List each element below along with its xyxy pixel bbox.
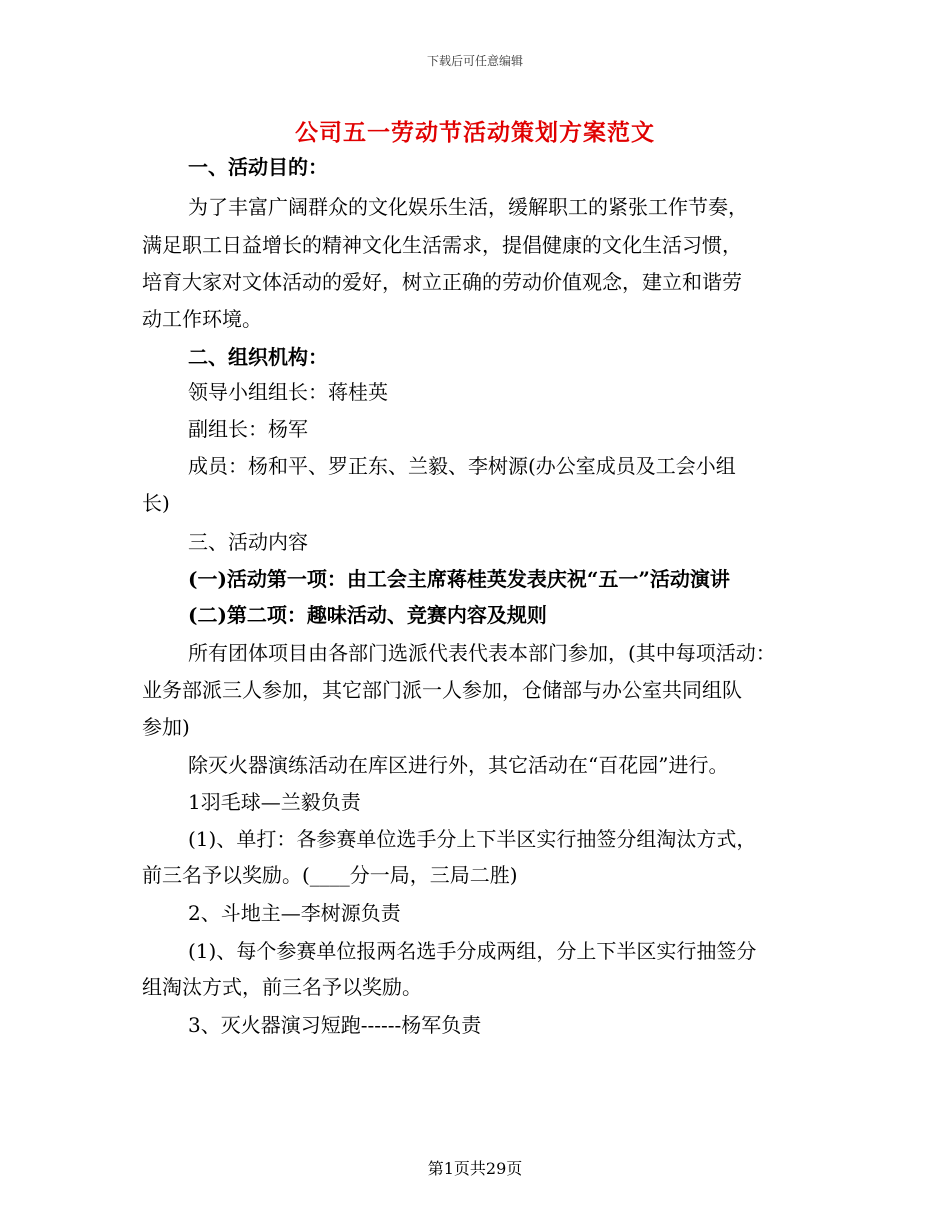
- section1-line: 培育大家对文体活动的爱好，树立正确的劳动价值观念，建立和谐劳: [142, 270, 742, 294]
- game1-line: (1)、单打：各参赛单位选手分上下半区实行抽签分组淘汰方式，: [188, 827, 757, 851]
- section1-line: 满足职工日益增长的精神文化生活需求，提倡健康的文化生活习惯，: [142, 233, 742, 257]
- activity-item-1: (一)活动第一项：由工会主席蒋桂英发表庆祝“五一”活动演讲: [188, 567, 730, 591]
- members-line: 长): [142, 491, 170, 515]
- game1-title: 1羽毛球—兰毅负责: [188, 790, 361, 814]
- document-title: 公司五一劳动节活动策划方案范文: [295, 119, 655, 146]
- rules-paragraph-line: 所有团体项目由各部门选派代表代表本部门参加，(其中每项活动：: [188, 641, 776, 665]
- deputy-line: 副组长：杨军: [188, 417, 308, 441]
- section1-line: 为了丰富广阔群众的文化娱乐生活，缓解职工的紧张工作节奏，: [188, 195, 748, 219]
- activity-item-2: (二)第二项：趣味活动、竞赛内容及规则: [188, 603, 547, 627]
- game3-title: 3、灭火器演习短跑------杨军负责: [188, 1013, 482, 1037]
- game2-title: 2、斗地主—李树源负责: [188, 901, 401, 925]
- section1-line: 动工作环境。: [142, 307, 262, 331]
- location-line: 除灭火器演练活动在库区进行外，其它活动在“百花园”进行。: [188, 753, 729, 777]
- page-footer: 第1页共29页: [427, 1159, 523, 1178]
- game2-line: 组淘汰方式，前三名予以奖励。: [142, 975, 422, 999]
- game2-line: (1)、每个参赛单位报两名选手分成两组，分上下半区实行抽签分: [188, 939, 757, 963]
- members-line: 成员：杨和平、罗正东、兰毅、李树源(办公室成员及工会小组: [188, 454, 736, 478]
- rules-paragraph-line: 参加): [142, 715, 190, 739]
- leader-line: 领导小组组长：蒋桂英: [188, 380, 388, 404]
- section3-heading: 三、活动内容: [188, 530, 308, 554]
- game1-line: 前三名予以奖励。(____分一局，三局二胜): [142, 863, 518, 887]
- section1-heading: 一、活动目的：: [188, 155, 328, 179]
- rules-paragraph-line: 业务部派三人参加，其它部门派一人参加，仓储部与办公室共同组队: [142, 678, 742, 702]
- header-note: 下载后可任意编辑: [426, 54, 523, 68]
- section2-heading: 二、组织机构：: [188, 345, 328, 369]
